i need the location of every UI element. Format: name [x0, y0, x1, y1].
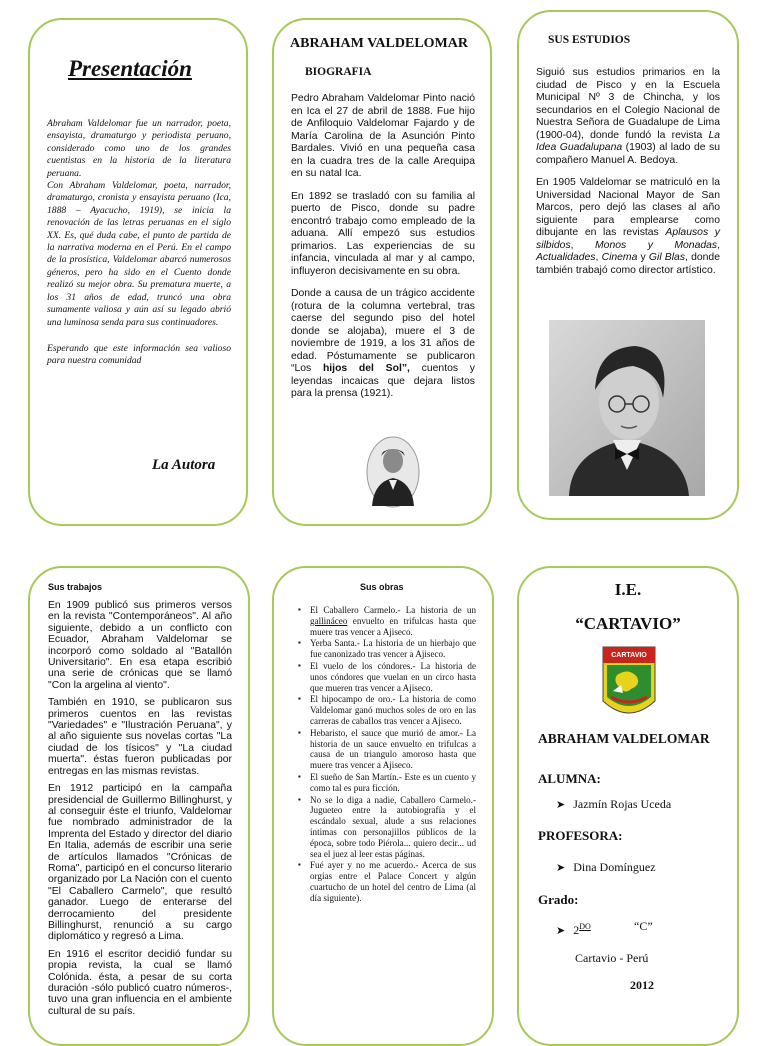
- biografia-paragraph-1: Pedro Abraham Valdelomar Pinto nació en Ica el 27 de abril de 1888. Fue hijo de Anfiloquio Valdelomar Fajardo y de María Carolina de la Asunción Pinto Bardales. Vivió en una pequeña casa en la cuadra tres de la calle Arequipa en su natal Ica.: [291, 93, 475, 179]
- obras-heading: Sus obras: [360, 582, 404, 592]
- author-name: ABRAHAM VALDELOMAR: [538, 731, 710, 746]
- arrow-bullet-icon: ➤: [556, 799, 566, 811]
- list-item: ▪ Hebaristo, el sauce que murió de amor.- La historia de un sauce envuelto en trifulcas a causa de un triangulo amoroso hasta que muere tras vencer a Ajiseco.: [310, 728, 476, 771]
- estudios-paragraph-1: Siguió sus estudios primarios en la ciudad de Pisco y en la Escuela Municipal Nº 3 de Chincha, y los secundarios en el Colegio Nacional de Nuestra Señora de Guadalupe de Lima (1900-04), donde fundó la revista La Idea Guadalupana (1903) al lado de su compañero Manuel A. Bedoya.: [536, 67, 720, 166]
- presentacion-paragraph-2: Con Abraham Valdelomar, poeta, narrador, dramaturgo, cronista y ensayista peruano (Ica, 1888 – Ayacucho, 1919), se inicia la renovación de las letras peruanas en el siglo XX. Es, qué duda cabe, el punto de partida de la narrativa moderna en el Perú. En el campo de la prosística, Valdelomar abarcó numerosos géneros, pero ha sido en el Cuento donde realizó su mejor obra. Su prematura muerte, a los 31 años de edad, truncó una obra sumamente valiosa y aún así su legado abrió una luminosa senda para sus continuadores.: [47, 180, 231, 328]
- arrow-bullet-icon: ➤: [556, 862, 566, 874]
- small-portrait-photo: [366, 436, 420, 508]
- list-item: ▪ El vuelo de los cóndores.- La historia de unos cóndores que vuelan en un circo hasta que mueren tras vencer a Ajiseco.: [310, 661, 476, 693]
- trabajos-paragraph-2: También en 1910, se publicaron sus primeros cuentos en las revistas "Variedades" e "Ilustración Peruana", y al año siguiente sus novelas cortas "La ciudad de los tísicos" y "La ciudad muerta". éstas fueron publicadas por entregas en las mismas revistas.: [48, 697, 232, 777]
- estudios-paragraph-2: En 1905 Valdelomar se matriculó en la Universidad Nacional Mayor de San Marcos, pero dejó las clases al año siguiente para emplearse como dibujante en las revistas Aplausos y silbidos, Monos y Monadas, Actualidades, Cinema y Gil Blas, donde también trabajó como director artístico.: [536, 177, 720, 276]
- alumna-name: Jazmín Rojas Uceda: [573, 797, 672, 811]
- biografia-paragraph-3: Donde a causa de un trágico accidente (rotura de la columna vertebral, tras caerse del segundo piso del hotel donde se alojaba), muere el 3 de noviembre de 1919, a los 31 años de edad. Póstumamente se publicaron “Los hijos del Sol”, cuentos y leyendas incaicas que dejara listos para la prensa (1921).: [291, 288, 475, 399]
- list-item: ▪ No se lo diga a nadie, Caballero Carmelo.- Jugueteo entre la autobiografía y el escándalo sexual, alude a sus relaciones íntimas con personajillos públicos de la época, sobre todo Piérola... quiero decir... ud sea el juez al leer estas páginas.: [310, 795, 476, 860]
- crest-logo-text: CARTAVIO: [611, 652, 647, 659]
- estudios-heading: SUS ESTUDIOS: [548, 34, 631, 46]
- list-item: ▪ Yerba Santa.- La historia de un hierbajo que fue canonizado tras vencer a Ajiseco.: [310, 638, 476, 660]
- portrait-photo: [549, 320, 705, 496]
- obras-list: [310, 605, 476, 905]
- school-crest-logo: [601, 645, 657, 725]
- presentacion-title: Presentación: [68, 56, 192, 81]
- grado-superscript: DO: [579, 922, 591, 931]
- presentacion-body: [47, 118, 231, 368]
- grado-label: Grado:: [538, 892, 579, 907]
- year-label: 2012: [630, 978, 654, 992]
- list-item: ▪ El hipocampo de oro.- La historia de como Valdelomar ganó muchos soles de oro en las carreras de caballos tras vencer a Ajiseco.: [310, 694, 476, 726]
- city-label: Cartavio - Perú: [575, 951, 649, 965]
- alumna-row: [556, 797, 671, 812]
- biografia-subheading: BIOGRAFIA: [305, 66, 372, 78]
- trabajos-paragraph-3: En 1912 participó en la campaña presidencial de Guillermo Billinghurst, y al conseguir éste el triunfo, Valdelomar fue nombrado administrador de la Imprenta del Estado y director del diario En Italia, además de escribir una serie de artículos llamados "Crónicas de Roma", participó en el concurso literario organizado por La Nación con el cuento "El Caballero Carmelo", que resultó ganador. Luego de enterarse del derrocamiento del presidente Billinghurst, renunció a su cargo diplomático y regresó a Lima.: [48, 783, 232, 943]
- presentacion-paragraph-3: Esperando que este información sea valioso para nuestra comunidad: [47, 342, 231, 367]
- profesora-row: [556, 860, 656, 875]
- ie-heading: I.E.: [614, 580, 642, 599]
- seccion-value: “C”: [634, 919, 653, 933]
- trabajos-body: [48, 600, 232, 1023]
- list-item: ▪ El sueño de San Martín.- Este es un cuento y como tal es pura ficción.: [310, 772, 476, 794]
- grado-row: [556, 922, 591, 938]
- signature-la-autora: La Autora: [152, 457, 216, 473]
- estudios-body: [536, 67, 720, 287]
- alumna-label: ALUMNA:: [538, 771, 601, 786]
- trabajos-heading: Sus trabajos: [48, 582, 103, 592]
- grado-value: 2: [573, 923, 580, 937]
- presentacion-paragraph-1: Abraham Valdelomar fue un narrador, poeta, ensayista, dramaturgo y periodista peruano, considerado como uno de los grandes cuentistas en la historia de la literatura peruana.: [47, 118, 231, 179]
- trabajos-paragraph-4: En 1916 el escritor decidió fundar su propia revista, la cual se llamó Colónida. ésta, a pesar de su corta duración -sólo publicó cuatro números-, tuvo una gran influencia en el ambiente cultural de su país.: [48, 948, 232, 1017]
- list-item: ▪ Fué ayer y no me acuerdo.- Acerca de sus orgías entre el Palace Concert y algún cuartucho de un hotel del centro de Lima (al día siguiente).: [310, 860, 476, 903]
- arrow-bullet-icon: ➤: [556, 925, 566, 937]
- school-name: “CARTAVIO”: [575, 614, 681, 633]
- biografia-heading: ABRAHAM VALDELOMAR: [290, 36, 468, 51]
- trabajos-paragraph-1: En 1909 publicó sus primeros versos en la revista "Contemporáneos". Al año siguiente, debido a un conflicto con Ecuador, Abraham Valdelomar se incorporó como soldado al "Batallón Universitario". En esa etapa escribió una serie de crónicas que se llamó "Con la argelina al viento".: [48, 600, 232, 691]
- profesora-label: PROFESORA:: [538, 828, 623, 843]
- biografia-body: [291, 93, 475, 411]
- profesora-name: Dina Domínguez: [573, 860, 656, 874]
- list-item: ▪ El Caballero Carmelo.- La historia de un gallináceo envuelto en trifulcas hasta que muere tras vencer a Ajiseco.: [310, 605, 476, 637]
- biografia-paragraph-2: En 1892 se trasladó con su familia al puerto de Pisco, donde su padre encontró trabajo como empleado de la aduana. Allí empezó sus estudios primarios. Las experiencias de su infancia, vinculada al mar y al campo, influyeron decisivamente en su obra.: [291, 190, 475, 277]
